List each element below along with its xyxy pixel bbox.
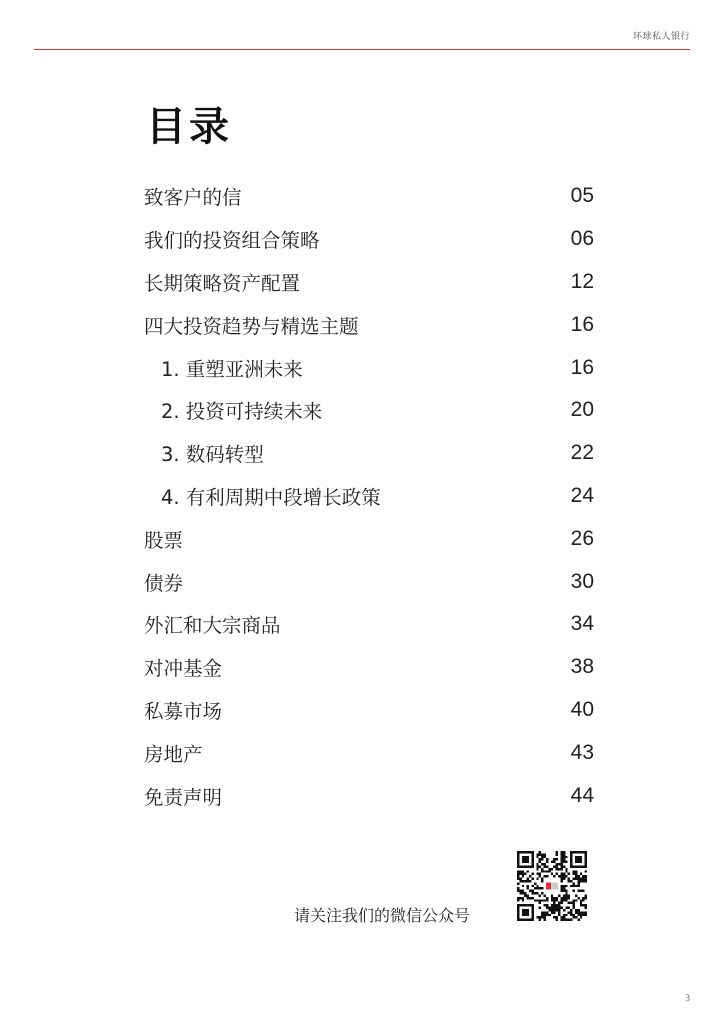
toc-entry-label: 股票 [144, 528, 184, 552]
toc-entry-page: 05 [570, 184, 594, 208]
toc-entry-label: 房地产 [144, 742, 203, 766]
header-brand: 环球私人银行 [632, 32, 690, 42]
wechat-caption: 请关注我们的微信公众号 [294, 906, 471, 925]
toc-entry-label: 1. 重塑亚洲未来 [161, 357, 303, 381]
toc-entry-page: 12 [570, 269, 594, 293]
toc-entry[interactable] [144, 261, 594, 304]
toc-entry[interactable] [144, 774, 594, 817]
toc-entry-label: 私募市场 [144, 699, 223, 723]
toc-entry-page: 38 [570, 655, 594, 679]
toc-entry-page: 43 [570, 740, 594, 764]
header-divider [34, 49, 690, 50]
toc-entry-page: 30 [570, 569, 594, 593]
toc-entry[interactable] [144, 689, 594, 732]
table-of-contents [144, 175, 594, 817]
toc-entry[interactable] [144, 475, 594, 518]
toc-entry-label: 我们的投资组合策略 [144, 229, 320, 253]
toc-entry-page: 16 [570, 355, 594, 379]
toc-entry-page: 40 [570, 697, 594, 721]
toc-entry-page: 06 [570, 227, 594, 251]
toc-entry-page: 22 [570, 441, 594, 465]
toc-entry-page: 26 [570, 526, 594, 550]
toc-entry-label: 长期策略资产配置 [144, 271, 301, 295]
toc-entry-label: 致客户的信 [144, 186, 242, 210]
toc-entry[interactable] [144, 517, 594, 560]
toc-entry-label: 四大投资趋势与精选主题 [144, 314, 359, 338]
toc-entry[interactable] [144, 346, 594, 389]
toc-entry-label: 对冲基金 [144, 657, 223, 681]
toc-entry-label: 债券 [144, 571, 184, 595]
toc-entry[interactable] [144, 603, 594, 646]
toc-entry[interactable] [144, 389, 594, 432]
toc-entry-label: 3. 数码转型 [161, 443, 264, 467]
toc-entry-label: 免责声明 [144, 785, 223, 809]
toc-entry-page: 34 [570, 612, 594, 636]
toc-entry[interactable] [144, 432, 594, 475]
toc-entry[interactable] [144, 175, 594, 218]
toc-entry[interactable] [144, 560, 594, 603]
toc-entry[interactable] [144, 646, 594, 689]
toc-entry-label: 外汇和大宗商品 [144, 614, 281, 638]
toc-entry-page: 44 [570, 783, 594, 807]
toc-entry-page: 20 [570, 398, 594, 422]
page-number: 3 [685, 993, 690, 1003]
toc-entry[interactable] [144, 731, 594, 774]
page-title: 目录 [146, 103, 232, 150]
toc-entry[interactable] [144, 303, 594, 346]
toc-entry-page: 16 [570, 312, 594, 336]
toc-entry[interactable] [144, 218, 594, 261]
toc-entry-page: 24 [570, 483, 594, 507]
toc-entry-label: 2. 投资可持续未来 [161, 400, 323, 424]
toc-entry-label: 4. 有利周期中段增长政策 [161, 485, 381, 509]
qr-code-icon[interactable] [517, 851, 587, 921]
